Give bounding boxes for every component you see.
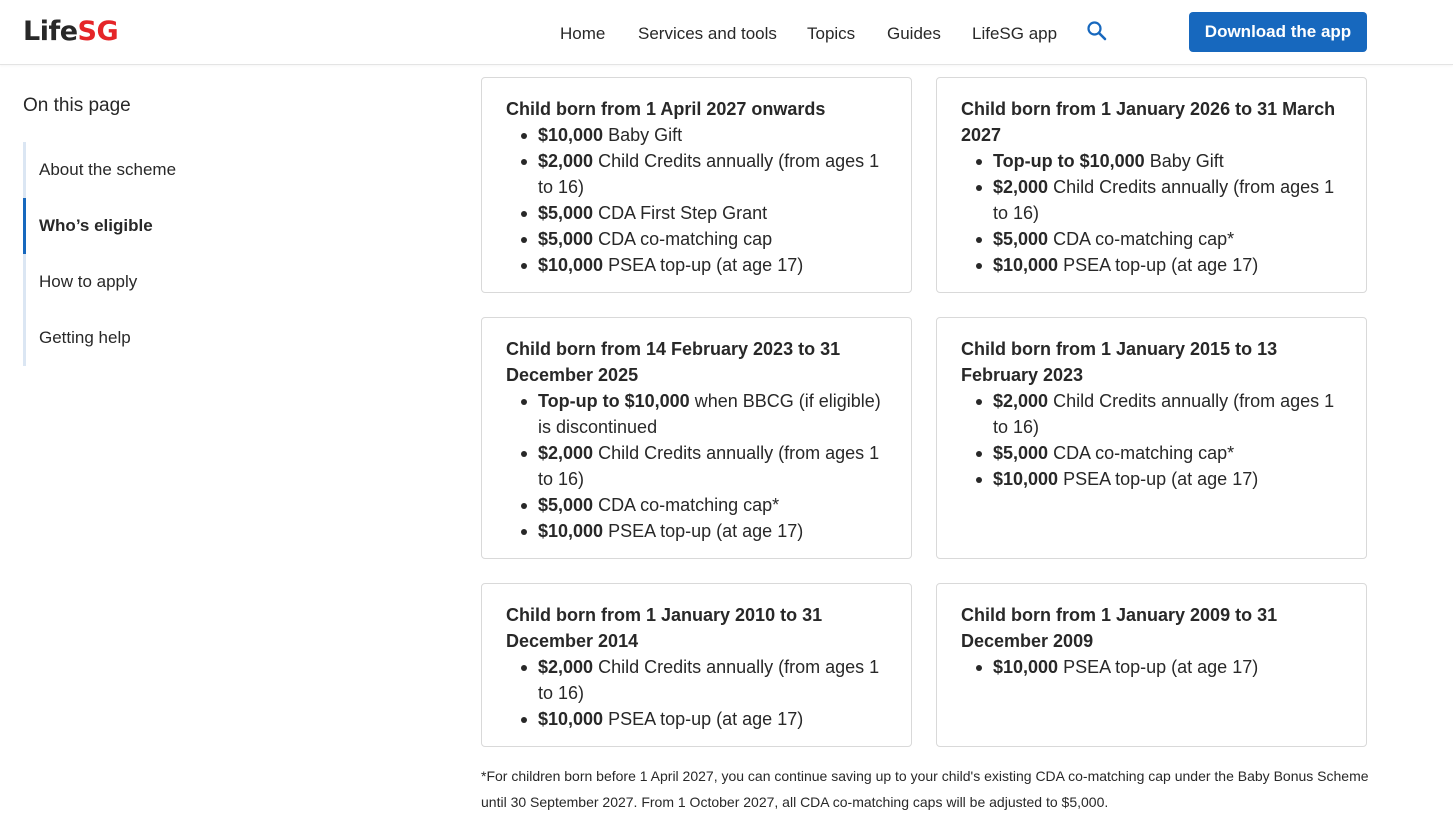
benefit-description: CDA co-matching cap* — [593, 495, 780, 515]
co-matching-footnote: *For children born before 1 April 2027, you can continue saving up to your child's existing CDA co-matching cap under the Baby Bonus Scheme until 30 September 2027. From 1 October 2027, all CDA co-matching caps will be adjusted to $5,000. — [481, 768, 1369, 810]
eligibility-card — [936, 77, 1367, 293]
benefit-description: when BBCG (if eligible) is discontinued — [538, 391, 881, 437]
benefit-amount: Top-up to $10,000 — [538, 391, 690, 411]
benefit-item — [538, 518, 887, 544]
benefit-list — [961, 654, 1342, 680]
benefit-list — [506, 388, 887, 544]
benefit-amount: $2,000 — [538, 151, 594, 171]
benefit-list — [506, 654, 887, 732]
benefit-amount: $2,000 — [993, 177, 1049, 197]
card-title: Child born from 1 January 2015 to 13 February 2023 — [961, 339, 1278, 385]
nav-home[interactable]: Home — [560, 24, 606, 43]
benefit-description: PSEA top-up (at age 17) — [603, 255, 804, 275]
benefit-item — [538, 492, 887, 518]
eligibility-card — [936, 317, 1367, 559]
benefit-item — [993, 226, 1342, 252]
benefit-item — [538, 122, 887, 148]
benefit-description: Child Credits annually (from ages 1 to 16) — [538, 443, 880, 489]
benefit-item — [993, 654, 1342, 680]
benefit-amount: $2,000 — [993, 391, 1049, 411]
benefit-description: Baby Gift — [1144, 151, 1224, 171]
benefit-description: Child Credits annually (from ages 1 to 16) — [993, 391, 1335, 437]
benefit-description: CDA co-matching cap — [593, 229, 773, 249]
benefit-description: PSEA top-up (at age 17) — [1058, 657, 1259, 677]
benefit-item — [538, 706, 887, 732]
benefit-item — [538, 440, 887, 492]
benefit-list — [506, 122, 887, 278]
benefit-amount: $10,000 — [538, 255, 604, 275]
eligibility-card — [481, 77, 912, 293]
benefit-amount: $5,000 — [538, 229, 594, 249]
eligibility-card — [481, 583, 912, 747]
logo-sg-text: SG — [77, 16, 119, 47]
benefit-description: Child Credits annually (from ages 1 to 16) — [538, 151, 880, 197]
eligibility-card — [936, 583, 1367, 747]
benefit-description: CDA co-matching cap* — [1048, 443, 1235, 463]
card-title: Child born from 1 January 2009 to 31 December 2009 — [961, 605, 1278, 651]
benefit-description: Child Credits annually (from ages 1 to 16) — [538, 657, 880, 703]
benefit-amount: Top-up to $10,000 — [993, 151, 1145, 171]
toc-item-whos-eligible[interactable]: Who’s eligible — [39, 216, 153, 235]
benefit-item — [538, 252, 887, 278]
benefit-item — [993, 252, 1342, 278]
benefit-item — [538, 388, 887, 440]
benefit-amount: $2,000 — [538, 657, 594, 677]
toc-item-about-the-scheme[interactable]: About the scheme — [39, 160, 177, 179]
benefit-list — [961, 388, 1342, 492]
toc-item-how-to-apply[interactable]: How to apply — [39, 272, 138, 291]
benefit-amount: $10,000 — [993, 255, 1059, 275]
benefit-item — [538, 148, 887, 200]
lifesg-logo[interactable] — [23, 16, 118, 48]
toc-active-indicator — [23, 198, 26, 254]
logo-life-text: Life — [23, 16, 78, 47]
benefit-item — [538, 226, 887, 252]
benefit-description: PSEA top-up (at age 17) — [1058, 469, 1259, 489]
site-header — [0, 0, 1453, 65]
benefit-item — [538, 200, 887, 226]
nav-services-and-tools[interactable]: Services and tools — [638, 24, 777, 43]
benefit-amount: $5,000 — [538, 203, 594, 223]
on-this-page-nav — [23, 142, 283, 366]
benefit-description: PSEA top-up (at age 17) — [603, 709, 804, 729]
benefit-list — [961, 148, 1342, 278]
benefit-amount: $2,000 — [538, 443, 594, 463]
toc-title: On this page — [23, 95, 131, 116]
benefit-item — [993, 440, 1342, 466]
benefit-description: Child Credits annually (from ages 1 to 16) — [993, 177, 1335, 223]
nav-lifesg-app[interactable]: LifeSG app — [972, 24, 1058, 43]
benefit-item — [993, 174, 1342, 226]
nav-topics[interactable]: Topics — [807, 24, 856, 43]
benefit-description: Baby Gift — [603, 125, 683, 145]
nav-guides[interactable]: Guides — [887, 24, 941, 43]
benefit-amount: $5,000 — [538, 495, 594, 515]
download-app-button[interactable]: Download the app — [1189, 12, 1367, 52]
benefit-description: CDA First Step Grant — [593, 203, 768, 223]
benefit-amount: $5,000 — [993, 229, 1049, 249]
benefit-amount: $5,000 — [993, 443, 1049, 463]
benefit-amount: $10,000 — [993, 469, 1059, 489]
benefit-item — [993, 388, 1342, 440]
eligibility-card — [481, 317, 912, 559]
benefit-amount: $10,000 — [538, 709, 604, 729]
card-title: Child born from 1 April 2027 onwards — [506, 99, 826, 119]
card-title: Child born from 1 January 2026 to 31 March 2027 — [961, 99, 1336, 145]
search-icon[interactable] — [1086, 20, 1108, 42]
benefit-item — [993, 148, 1342, 174]
benefit-amount: $10,000 — [538, 521, 604, 541]
card-title: Child born from 14 February 2023 to 31 December 2025 — [506, 339, 841, 385]
toc-item-getting-help[interactable]: Getting help — [39, 328, 131, 347]
benefit-item — [993, 466, 1342, 492]
benefit-description: PSEA top-up (at age 17) — [1058, 255, 1259, 275]
benefit-item — [538, 654, 887, 706]
benefit-amount: $10,000 — [993, 657, 1059, 677]
benefit-description: CDA co-matching cap* — [1048, 229, 1235, 249]
card-title: Child born from 1 January 2010 to 31 December 2014 — [506, 605, 823, 651]
benefit-amount: $10,000 — [538, 125, 604, 145]
benefit-description: PSEA top-up (at age 17) — [603, 521, 804, 541]
